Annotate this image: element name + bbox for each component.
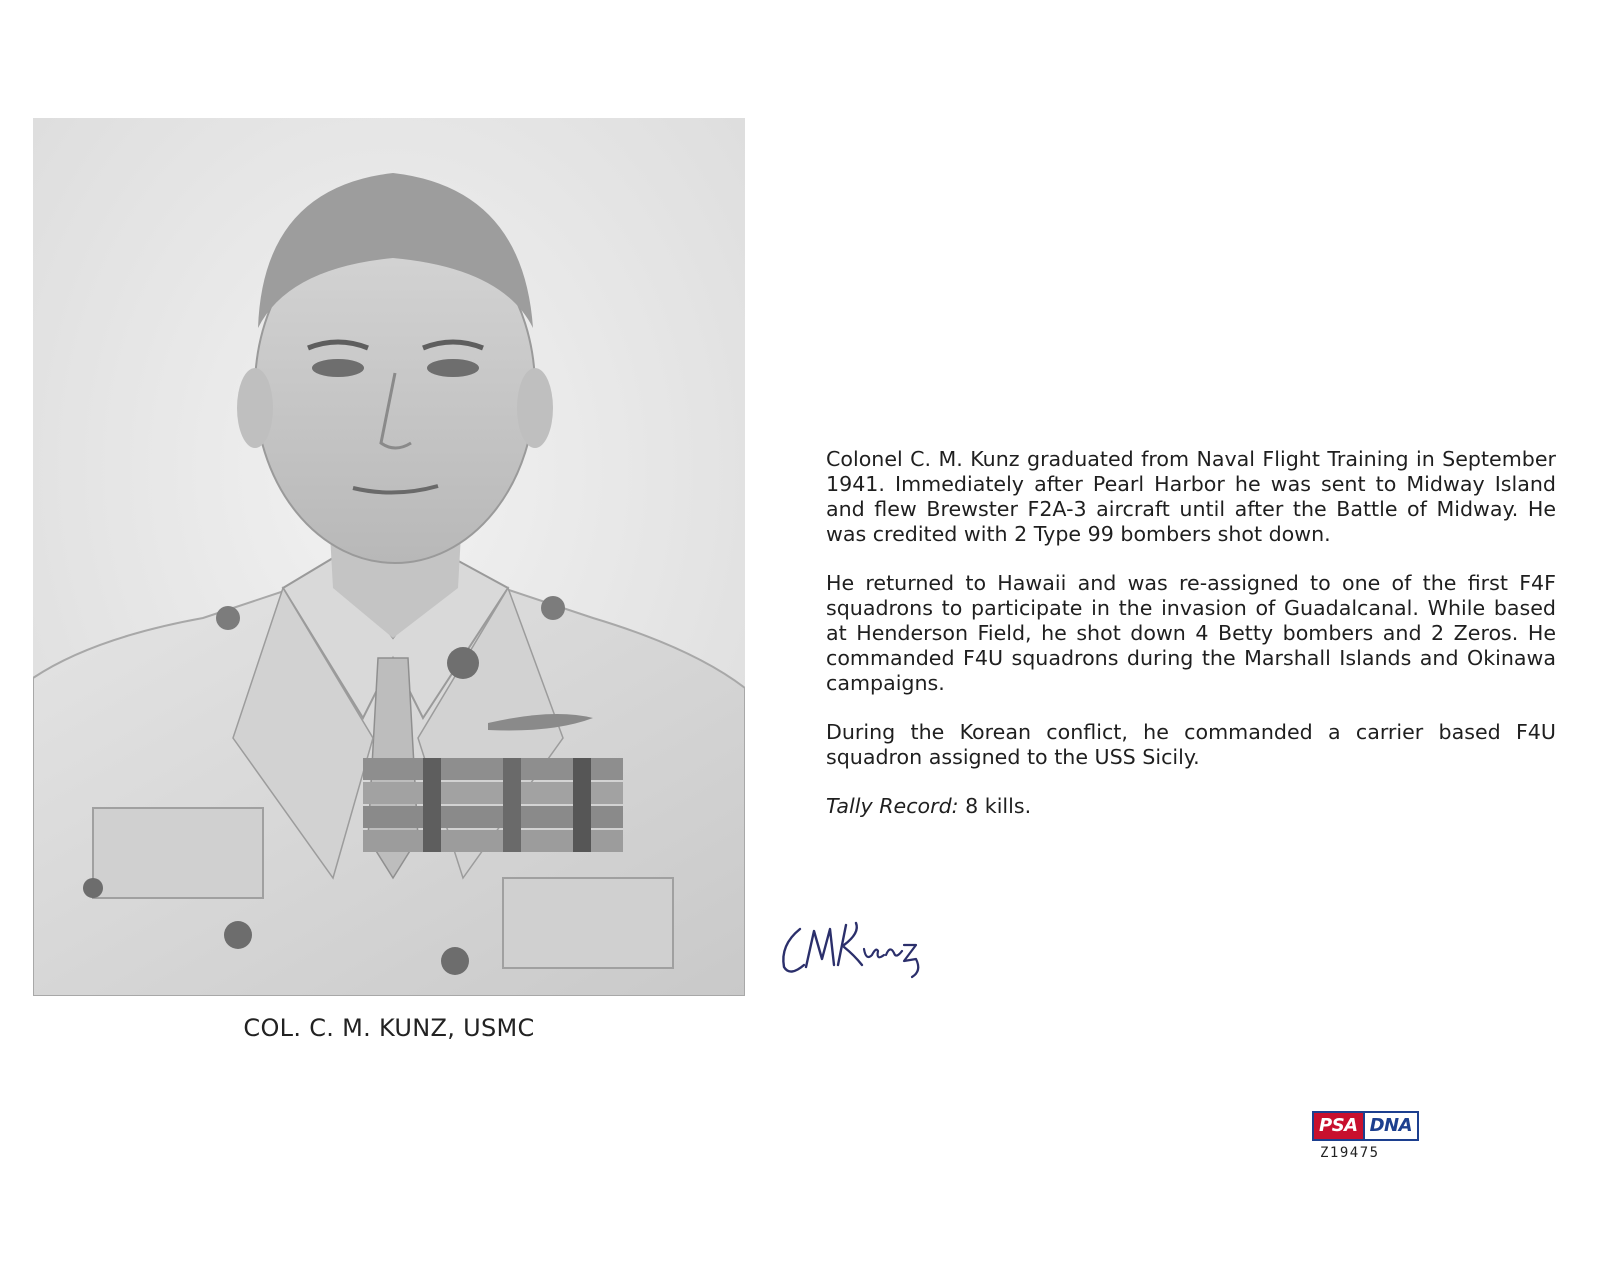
tally-value: 8 kills. [958, 794, 1032, 818]
certificate-number: Z19475 [1320, 1145, 1380, 1161]
portrait-caption: COL. C. M. KUNZ, USMC [243, 1014, 535, 1042]
bio-paragraph-1: Colonel C. M. Kunz graduated from Naval Flight Training in September 1941. Immediately after Pearl Harbor he was sent to Midway Island and flew Brewster F2A-3 aircraft until after the Battle of Midway. He was credited with 2 Type 99 bombers shot down. [826, 447, 1556, 546]
psa-dna-logo [1312, 1111, 1419, 1141]
portrait-photo [33, 118, 745, 996]
tally-record [826, 794, 1556, 819]
bio-paragraph-3: During the Korean conflict, he commanded a carrier based F4U squadron assigned to the USS Sicily. [826, 720, 1556, 769]
tally-label: Tally Record: [826, 794, 959, 818]
psa-logo-text: PSA [1314, 1113, 1363, 1139]
portrait-illustration [33, 118, 745, 996]
autograph-signature [776, 915, 936, 985]
biography-text [826, 447, 1556, 843]
dna-logo-text: DNA [1363, 1113, 1417, 1139]
bio-paragraph-2: He returned to Hawaii and was re-assigned to one of the first F4F squadrons to participate in the invasion of Guadalcanal. While based at Henderson Field, he shot down 4 Betty bombers and 2 Zeros. He commanded F4U squadrons during the Marshall Islands and Okinawa campaigns. [826, 571, 1556, 695]
